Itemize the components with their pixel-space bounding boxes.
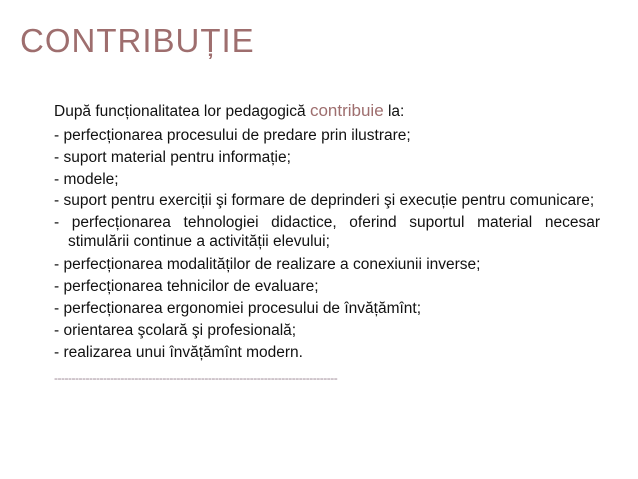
list-item: - perfecționarea tehnologiei didactice, oferind suportul material necesar stimulării continue a activității elevului; [54,214,600,250]
list-item: - orientarea şcolară şi profesională; [54,322,297,339]
list-item: - perfecționarea procesului de predare prin ilustrare; [54,127,411,144]
intro-text: După funcționalitatea lor pedagogică [54,103,310,120]
list-item: - suport pentru exerciții şi formare de deprinderi şi execuție pentru comunicare; [54,192,595,209]
list-item: - perfecționarea ergonomiei procesului de învățămînt; [54,300,422,317]
list-item: - perfecționarea tehnicilor de evaluare; [54,278,319,295]
list-item: - realizarea unui învățămînt modern. [54,344,303,361]
dashed-separator: --------------------------------------------------------------------------------- [54,371,338,385]
intro-keyword: contribuie [309,101,384,120]
slide-body [54,100,600,364]
intro-suffix: la: [383,103,405,120]
list-item: - modele; [54,171,119,188]
list-item: - perfecționarea modalităților de realizare a conexiunii inverse; [54,256,481,273]
slide-title: CONTRIBUȚIE [20,22,255,59]
intro-line [54,100,600,123]
contribution-list [54,125,600,364]
list-item: - suport material pentru informație; [54,149,291,166]
